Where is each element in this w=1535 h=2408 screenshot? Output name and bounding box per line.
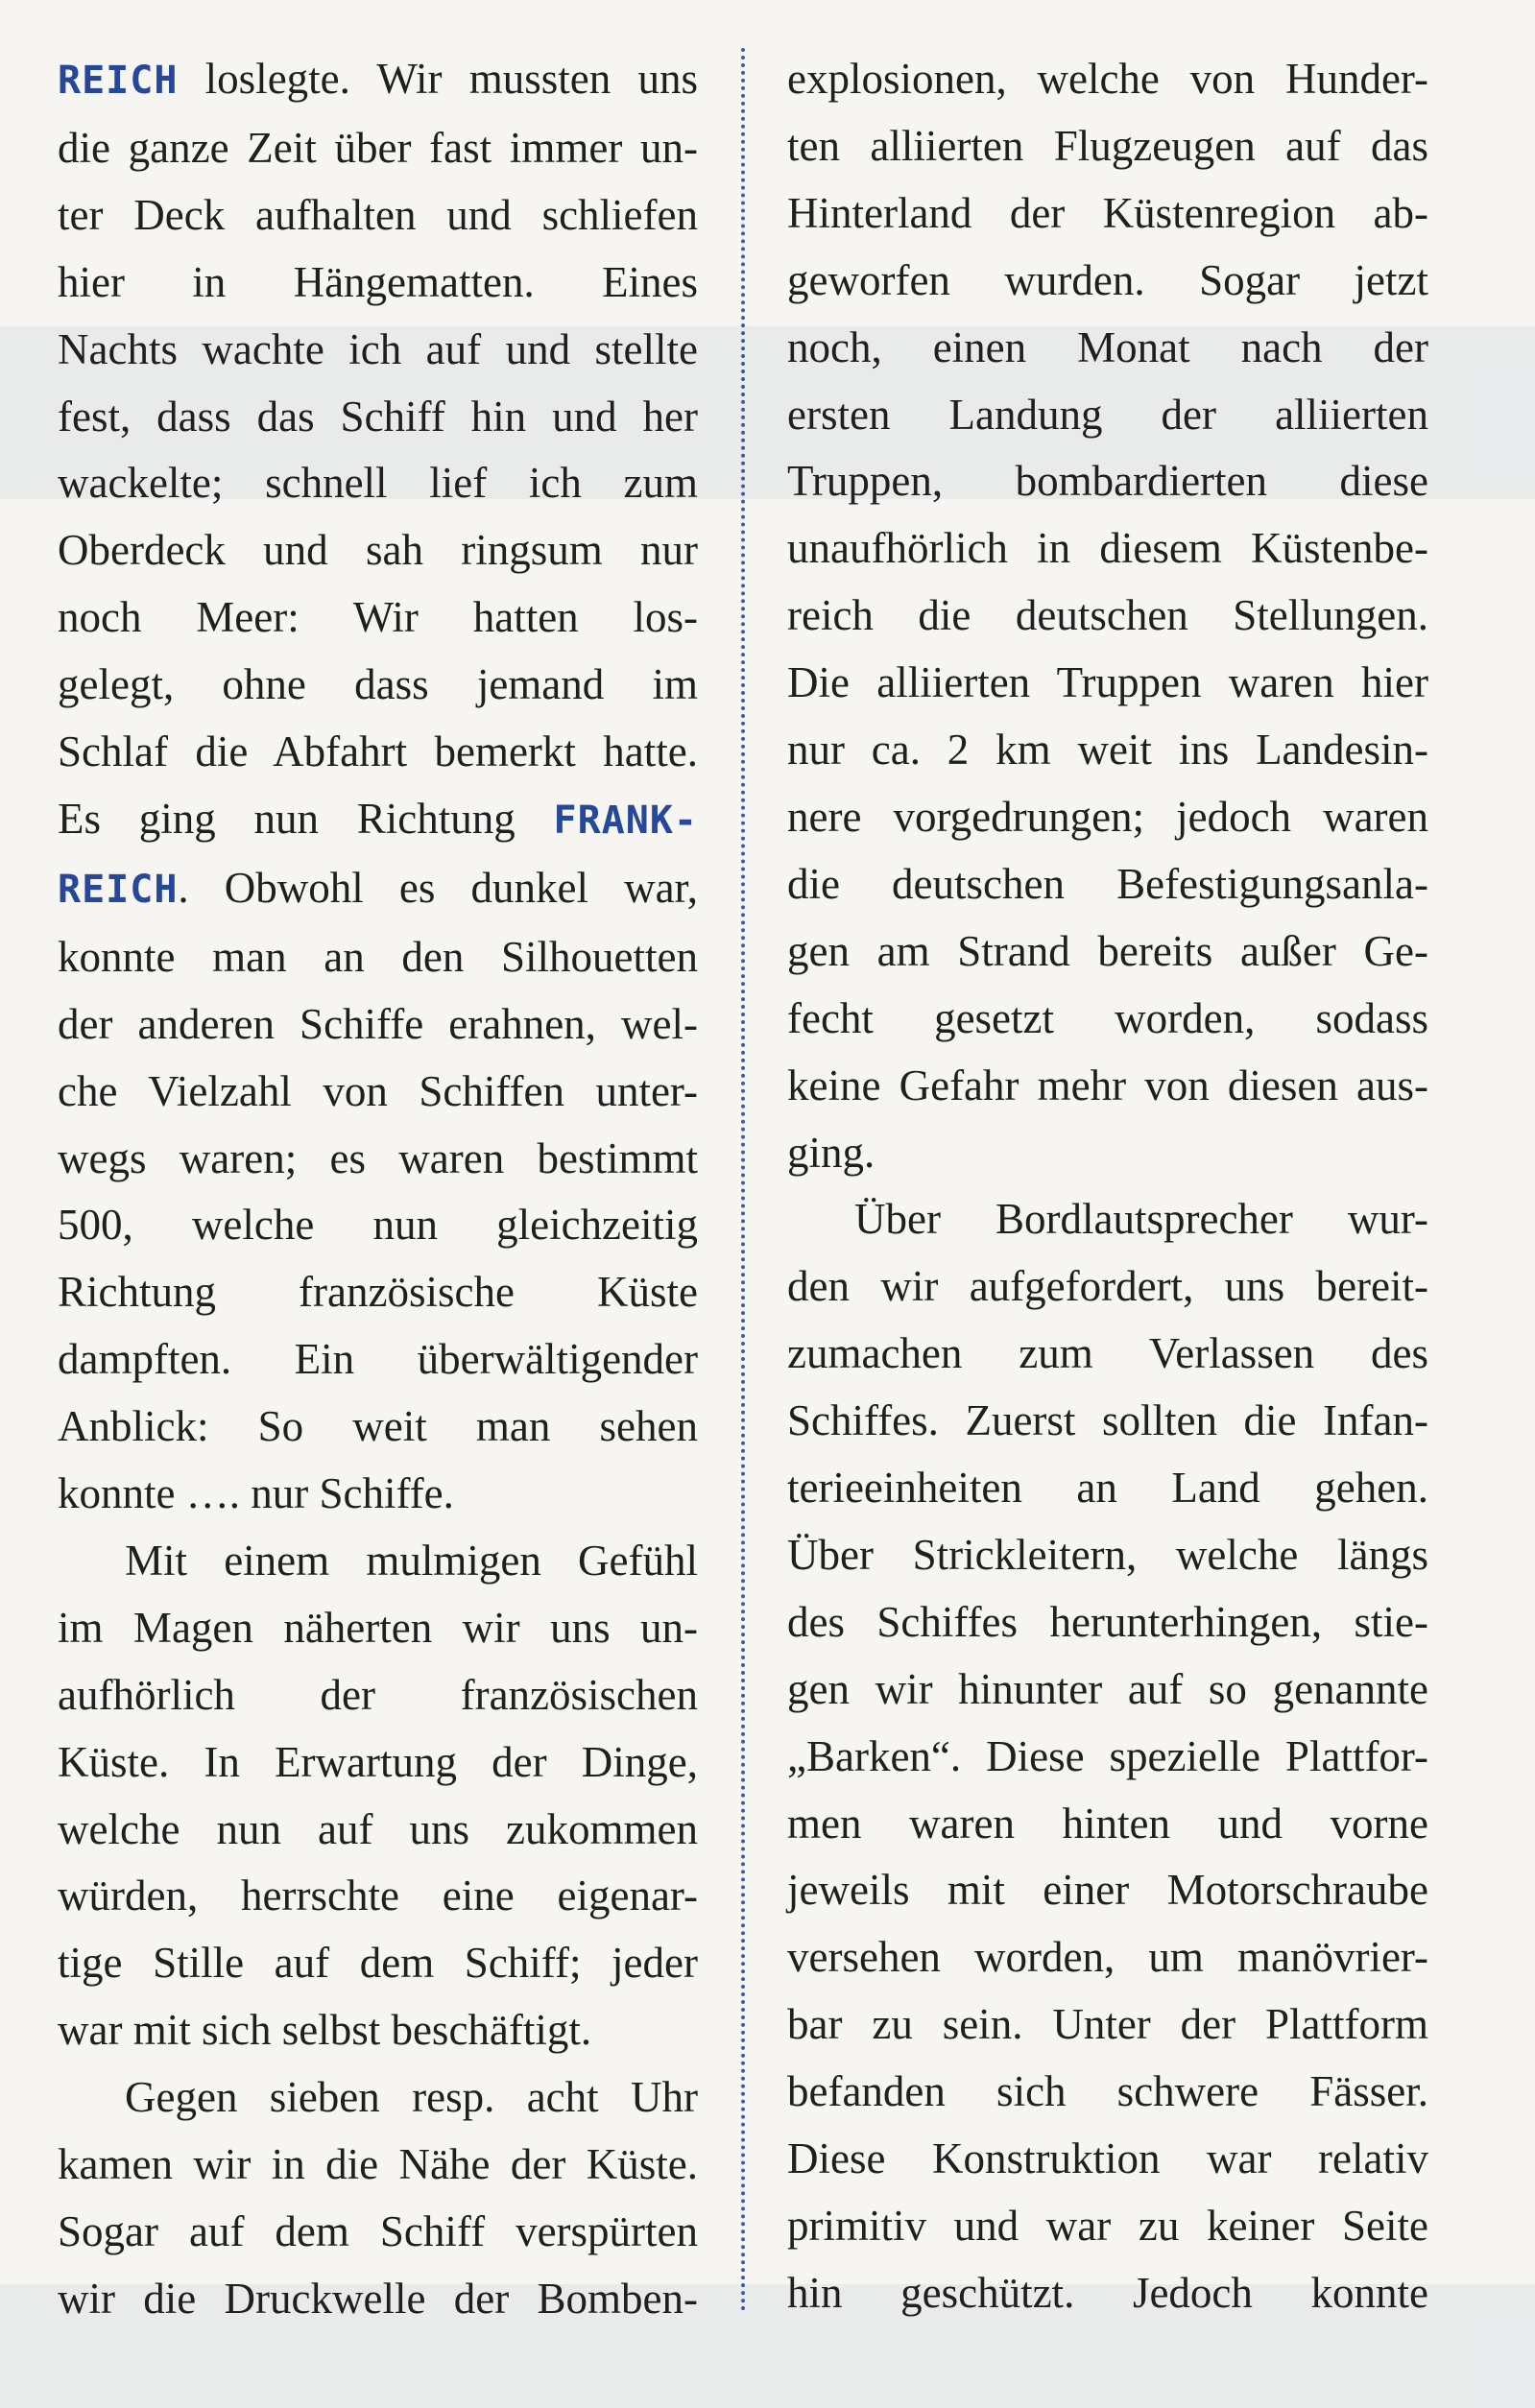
- country-name: REICH: [58, 867, 179, 912]
- text-line: noch Meer: Wir hatten los-: [58, 593, 698, 642]
- text-line: nur ca. 2 km weit ins Landesin-: [787, 726, 1428, 775]
- text-line: unaufhörlich in diesem Küstenbe-: [787, 524, 1428, 573]
- text-line: Richtung französische Küste: [58, 1268, 698, 1317]
- text-line: Schlaf die Abfahrt bemerkt hatte.: [58, 727, 698, 776]
- left-text-column: [58, 46, 698, 2333]
- text-line: kamen wir in die Nähe der Küste.: [58, 2140, 698, 2189]
- text-line: Schiffes. Zuerst sollten die Infan-: [787, 1396, 1428, 1445]
- text-line: noch, einen Monat nach der: [787, 322, 1428, 371]
- text-line: befanden sich schwere Fässer.: [787, 2067, 1428, 2116]
- text-line: hin geschützt. Jedoch konnte: [787, 2268, 1428, 2317]
- text-line: dampften. Ein überwältigender: [58, 1335, 698, 1384]
- text-line: explosionen, welche von Hunder-: [787, 55, 1428, 103]
- text-line: Über Bordlautsprecher wur-: [854, 1195, 1428, 1244]
- text-line: gen wir hinunter auf so genannte: [787, 1664, 1428, 1713]
- text-line: gelegt, ohne dass jemand im: [58, 660, 698, 709]
- text-line: würden, herrschte eine eigenar-: [58, 1872, 698, 1920]
- text-line: gen am Strand bereits außer Ge-: [787, 926, 1428, 975]
- text-line: hier in Hängematten. Eines: [58, 257, 698, 306]
- text-line: die ganze Zeit über fast immer un-: [58, 123, 698, 172]
- text-line: ter Deck aufhalten und schliefen: [58, 190, 698, 239]
- text-line: Mit einem mulmigen Gefühl: [125, 1536, 698, 1585]
- text-line: Es ging nun Richtung FRANK-: [58, 794, 698, 843]
- text-line: tige Stille auf dem Schiff; jeder: [58, 1939, 698, 1988]
- text-line: REICH loslegte. Wir mussten uns: [58, 55, 698, 103]
- text-line: reich die deutschen Stellungen.: [787, 591, 1428, 640]
- text-line: konnte …. nur Schiffe.: [58, 1469, 454, 1518]
- text-line: den wir aufgefordert, uns bereit-: [787, 1262, 1428, 1311]
- text-line: „Barken“. Diese spezielle Plattfor-: [787, 1731, 1428, 1780]
- text-line: fecht gesetzt worden, sodass: [787, 993, 1428, 1042]
- text-line: wegs waren; es waren bestimmt: [58, 1133, 698, 1182]
- text-line: ersten Landung der alliierten: [787, 390, 1428, 439]
- text-line: wackelte; schnell lief ich zum: [58, 459, 698, 508]
- text-line: 500, welche nun gleichzeitig: [58, 1201, 698, 1250]
- text-line: zumachen zum Verlassen des: [787, 1329, 1428, 1378]
- text-line: keine Gefahr mehr von diesen aus-: [787, 1061, 1428, 1109]
- text-line: Hinterland der Küstenregion ab-: [787, 188, 1428, 237]
- text-line: primitiv und war zu keiner Seite: [787, 2202, 1428, 2250]
- text-line: versehen worden, um manövrier-: [787, 1933, 1428, 1982]
- text-line: fest, dass das Schiff hin und her: [58, 392, 698, 441]
- text-line: geworfen wurden. Sogar jetzt: [787, 255, 1428, 304]
- text-line: Oberdeck und sah ringsum nur: [58, 526, 698, 575]
- text-line: Truppen, bombardierten diese: [787, 457, 1428, 506]
- text-line: im Magen näherten wir uns un-: [58, 1603, 698, 1652]
- text-line: die deutschen Befestigungsanla-: [787, 859, 1428, 908]
- text-line: nere vorgedrungen; jedoch waren: [787, 792, 1428, 841]
- text-line: des Schiffes herunterhingen, stie-: [787, 1597, 1428, 1646]
- text-line: Sogar auf dem Schiff verspürten: [58, 2207, 698, 2255]
- country-name: REICH: [58, 59, 179, 103]
- text-line: Die alliierten Truppen waren hier: [787, 658, 1428, 707]
- text-line: aufhörlich der französischen: [58, 1670, 698, 1719]
- text-line: ten alliierten Flugzeugen auf das: [787, 121, 1428, 170]
- right-text-column: [787, 46, 1428, 2327]
- text-line: der anderen Schiffe erahnen, wel-: [58, 999, 698, 1048]
- text-line: Nachts wachte ich auf und stellte: [58, 324, 698, 373]
- text-line: welche nun auf uns zukommen: [58, 1804, 698, 1853]
- country-name: FRANK-: [553, 798, 698, 843]
- text-line: bar zu sein. Unter der Plattform: [787, 2000, 1428, 2049]
- text-line: men waren hinten und vorne: [787, 1799, 1428, 1848]
- text-line: REICH. Obwohl es dunkel war,: [58, 863, 698, 912]
- text-line: che Vielzahl von Schiffen unter-: [58, 1066, 698, 1115]
- text-line: Küste. In Erwartung der Dinge,: [58, 1737, 698, 1786]
- text-line: Diese Konstruktion war relativ: [787, 2134, 1428, 2183]
- text-line: war mit sich selbst beschäftigt.: [58, 2006, 592, 2055]
- column-divider: [741, 48, 745, 2313]
- text-line: Gegen sieben resp. acht Uhr: [125, 2073, 698, 2122]
- text-line: Anblick: So weit man sehen: [58, 1402, 698, 1451]
- text-line: jeweils mit einer Motorschraube: [787, 1866, 1428, 1915]
- text-line: wir die Druckwelle der Bomben-: [58, 2274, 698, 2323]
- text-line: Über Strickleitern, welche längs: [787, 1530, 1428, 1579]
- text-line: terieeinheiten an Land gehen.: [787, 1464, 1428, 1513]
- text-line: konnte man an den Silhouetten: [58, 932, 698, 981]
- text-line: ging.: [787, 1128, 875, 1177]
